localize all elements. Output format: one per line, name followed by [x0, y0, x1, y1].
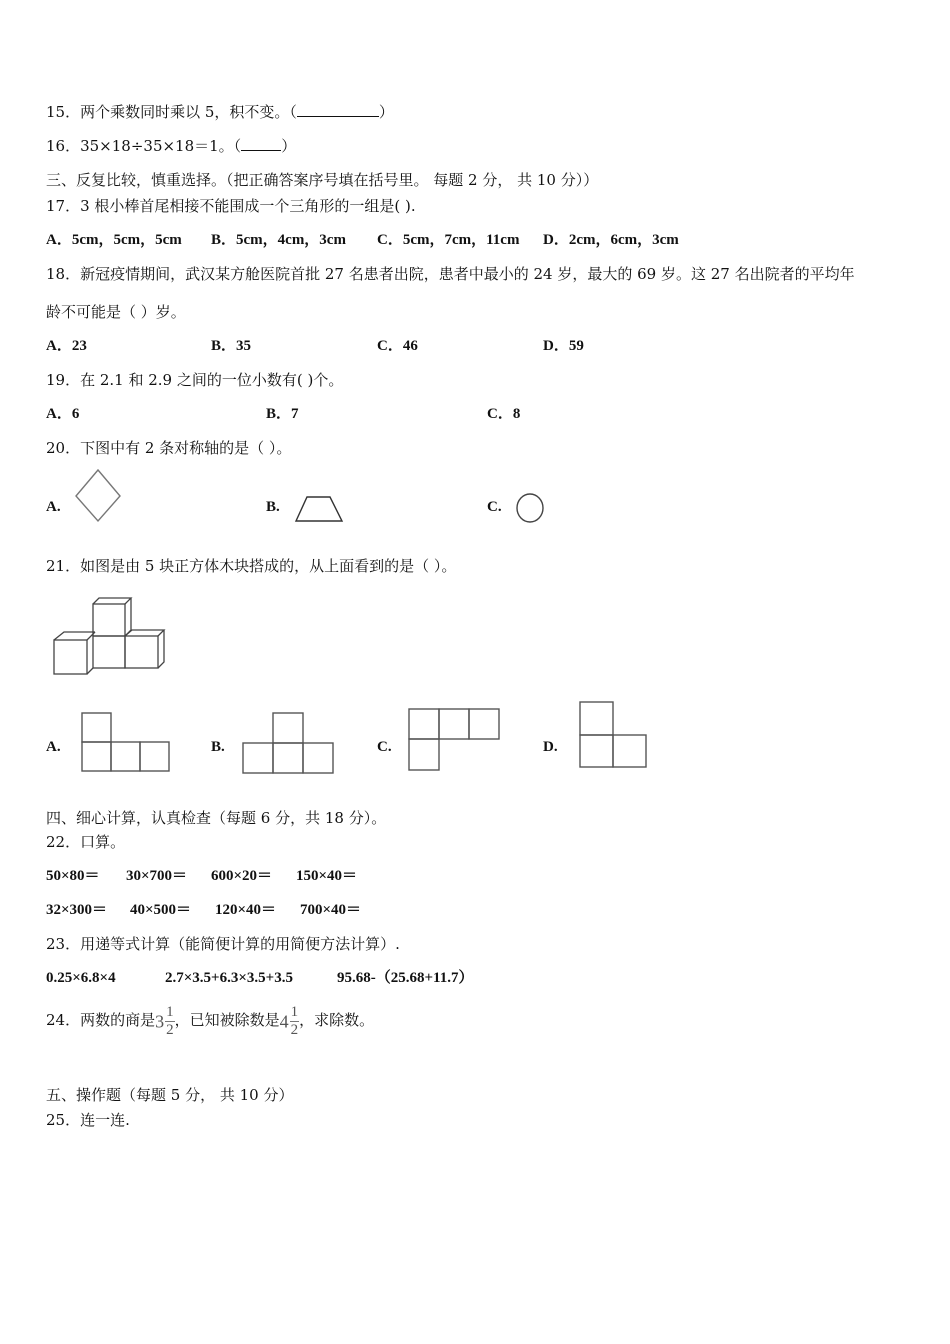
question-15-text: 15．两个乘数同时乘以 5，积不变。（	[46, 103, 297, 121]
mixed-fraction-dividend: 4 $\frac{1}{2}$	[279, 1003, 299, 1038]
q20-option-a-label[interactable]: A.	[46, 499, 61, 515]
question-15: 15．两个乘数同时乘以 5，积不变。（ ）	[46, 103, 394, 121]
calc-item: 120×40＝	[215, 902, 277, 918]
question-20-text: 20．下图中有 2 条对称轴的是（ ）。	[46, 439, 292, 457]
calc-expression: 95.68-（25.68+11.7）	[337, 970, 474, 986]
answer-blank-16[interactable]	[241, 136, 281, 151]
q20-option-b-label[interactable]: B.	[266, 499, 280, 515]
mixed-fraction-quotient: 3 $\frac{1}{2}$	[155, 1003, 174, 1038]
circle-shape-icon	[515, 492, 545, 524]
section-3-title: 三、反复比较，慎重选择。（把正确答案序号填在括号里。 每题 2 分， 共 10 分））	[46, 171, 599, 189]
top-view-a-figure	[81, 711, 171, 773]
question-22-text: 22．口算。	[46, 833, 126, 851]
q18-option-b[interactable]: B．35	[211, 338, 252, 354]
calc-expression: 0.25×6.8×4	[46, 970, 116, 986]
q18-option-d[interactable]: D．59	[543, 338, 584, 354]
calc-item: 30×700＝	[126, 868, 188, 884]
q21-option-a-label[interactable]: A.	[46, 739, 61, 755]
q19-option-a[interactable]: A．6	[46, 406, 80, 422]
trapezoid-shape-icon	[295, 495, 343, 523]
question-23-text: 23．用递等式计算（能简便计算的用简便方法计算）.	[46, 935, 400, 953]
top-view-c-figure	[407, 707, 503, 773]
q17-option-a[interactable]: A．5cm，5cm，5cm	[46, 232, 182, 248]
q20-option-c-label[interactable]: C.	[487, 499, 502, 515]
question-18-text-line1: 18．新冠疫情期间，武汉某方舱医院首批 27 名患者出院，患者中最小的 24 岁，最大的 69 岁。这 27 名出院者的平均年	[46, 265, 855, 283]
answer-blank-15[interactable]	[297, 102, 379, 117]
q21-option-c-label[interactable]: C.	[377, 739, 392, 755]
q18-option-a[interactable]: A．23	[46, 338, 87, 354]
q21-option-b-label[interactable]: B.	[211, 739, 225, 755]
question-24: 24．两数的商是3 $\frac{1}{2}$ ，已知被除数是4 $\frac{1}{2}$ ，求除数。	[46, 1000, 374, 1041]
q17-option-d[interactable]: D．2cm，6cm，3cm	[543, 232, 679, 248]
question-21-text: 21．如图是由 5 块正方体木块搭成的，从上面看到的是（ ）。	[46, 557, 457, 575]
question-16: 16．35×18÷35×18＝1。（ ）	[46, 137, 297, 155]
q19-option-c[interactable]: C．8	[487, 406, 521, 422]
top-view-d-figure	[578, 700, 650, 770]
calc-item: 40×500＝	[130, 902, 192, 918]
question-17-text: 17．3 根小棒首尾相接不能围成一个三角形的一组是( ).	[46, 197, 416, 215]
top-view-b-figure	[241, 711, 337, 775]
cube-stack-figure	[52, 596, 167, 680]
q18-option-c[interactable]: C．46	[377, 338, 418, 354]
q17-option-c[interactable]: C．5cm，7cm，11cm	[377, 232, 520, 248]
calc-item: 600×20＝	[211, 868, 273, 884]
section-5-title: 五、操作题（每题 5 分， 共 10 分）	[46, 1086, 294, 1104]
question-16-text: 16．35×18÷35×18＝1。（	[46, 137, 242, 155]
q19-option-b[interactable]: B．7	[266, 406, 299, 422]
q21-option-d-label[interactable]: D.	[543, 739, 558, 755]
question-19-text: 19．在 2.1 和 2.9 之间的一位小数有( )个。	[46, 371, 344, 389]
diamond-shape-icon	[75, 469, 121, 523]
q17-option-b[interactable]: B．5cm，4cm，3cm	[211, 232, 346, 248]
calc-item: 32×300＝	[46, 902, 108, 918]
question-25-text: 25．连一连.	[46, 1111, 130, 1129]
question-18-text-line2: 龄不可能是（ ）岁。	[46, 303, 186, 321]
calc-item: 150×40＝	[296, 868, 358, 884]
calc-expression: 2.7×3.5+6.3×3.5+3.5	[165, 970, 293, 986]
section-4-title: 四、细心计算，认真检查（每题 6 分，共 18 分）。	[46, 809, 387, 827]
calc-item: 700×40＝	[300, 902, 362, 918]
calc-item: 50×80＝	[46, 868, 100, 884]
